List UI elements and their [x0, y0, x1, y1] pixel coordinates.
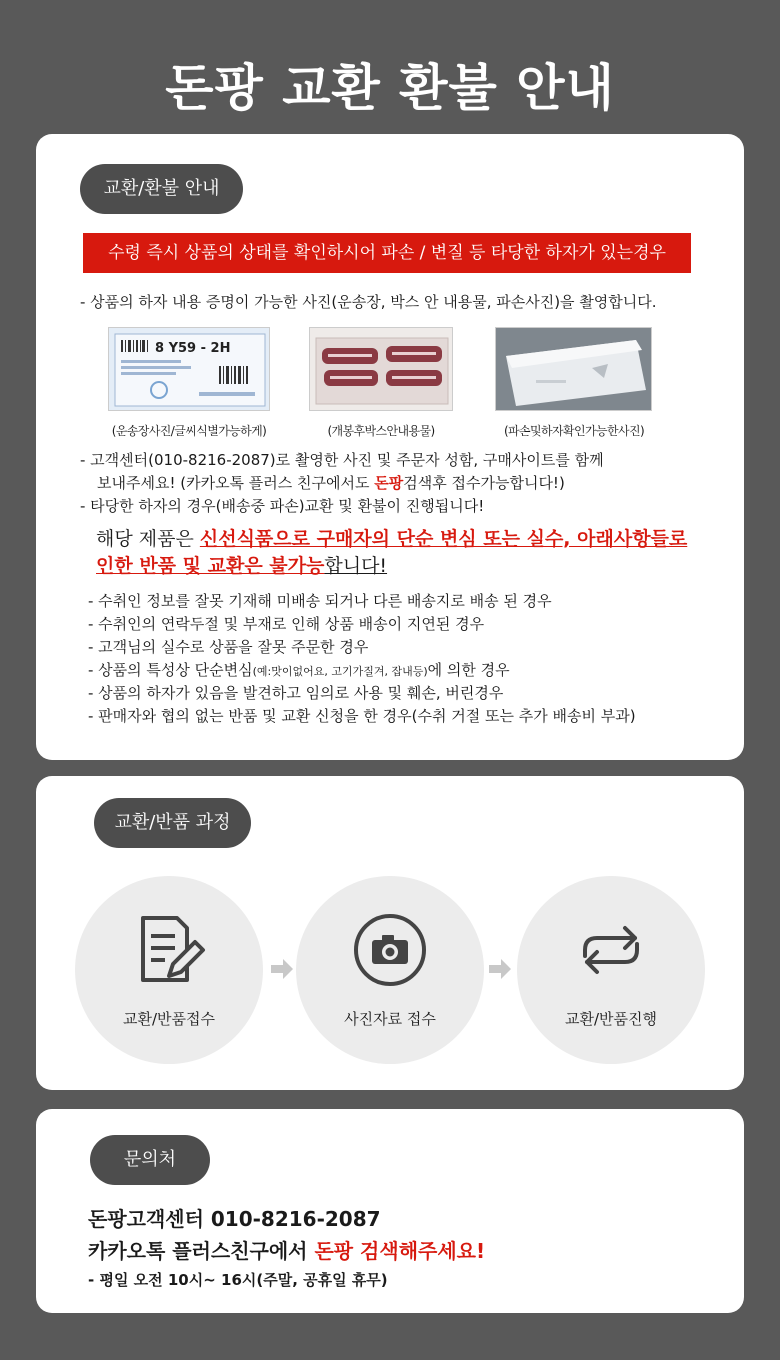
section-pill-contact: 문의처 — [90, 1135, 210, 1185]
contact-card — [36, 1109, 744, 1313]
contact-instruction-1: - 고객센터(010-8216-2087)로 촬영한 사진 및 주문자 성함, 구매사이트를 함께 — [80, 451, 604, 469]
arrow-right-icon — [487, 956, 513, 982]
condition-item: - 판매자와 협의 없는 반품 및 교환 신청을 한 경우(수취 거절 또는 추가 배송비 부과) — [88, 707, 636, 725]
section-pill-refund: 교환/환불 안내 — [80, 164, 243, 214]
condition-item: - 상품의 하자가 있음을 발견하고 임의로 사용 및 훼손, 버린경우 — [88, 684, 504, 702]
step-receive — [75, 876, 263, 1064]
business-hours: - 평일 오전 10시~ 16시(주말, 공휴일 휴무) — [88, 1271, 388, 1289]
refund-process-note: - 타당한 하자의 경우(배송중 파손)교환 및 환불이 진행됩니다! — [80, 497, 485, 515]
return-process-card — [36, 776, 744, 1090]
no-return-notice: 해당 제품은 신선식품으로 구매자의 단순 변심 또는 실수, 아래사항들로 인한 반품 및 교환은 불가능합니다! — [96, 528, 688, 577]
contact-instruction-2: 보내주세요! (카카오톡 플러스 친구에서도 돈팡검색후 접수가능합니다!) — [97, 474, 565, 492]
photo-caption-2: (개봉후박스안내용물) — [327, 424, 435, 438]
step-progress — [517, 876, 705, 1064]
step-photo — [296, 876, 484, 1064]
condition-item: - 수취인의 연락두절 및 부재로 인해 상품 배송이 지연된 경우 — [88, 615, 485, 633]
condition-banner: 수령 즉시 상품의 상태를 확인하시어 파손 / 변질 등 타당한 하자가 있는경우 — [83, 233, 691, 273]
condition-item: - 수취인 정보를 잘못 기재해 미배송 되거나 다른 배송지로 배송 된 경우 — [88, 592, 552, 610]
page-title: 돈팡 교환 환불 안내 — [165, 59, 615, 117]
document-pencil-icon — [129, 910, 209, 990]
refund-info-card — [36, 134, 744, 760]
arrow-right-icon — [269, 956, 295, 982]
label-code: 8 Y59 - 2H — [155, 341, 231, 356]
photo-shipping-label — [108, 327, 270, 411]
camera-icon — [350, 910, 430, 990]
photo-instruction: - 상품의 하자 내용 증명이 가능한 사진(운송장, 박스 안 내용물, 파손사진)을 촬영합니다. — [80, 293, 657, 311]
section-pill-process: 교환/반품 과정 — [94, 798, 251, 848]
step-label: 교환/반품접수 — [123, 1010, 215, 1028]
contact-kakao: 카카오톡 플러스친구에서 돈팡 검색해주세요! — [88, 1239, 486, 1263]
contact-phone: 돈팡고객센터 010-8216-2087 — [88, 1207, 381, 1231]
photo-caption-1: (운송장사진/글씨식별가능하게) — [111, 424, 267, 438]
step-label: 사진자료 접수 — [344, 1010, 436, 1028]
photo-caption-3: (파손및하자확인가능한사진) — [503, 424, 645, 438]
step-label: 교환/반품진행 — [565, 1010, 657, 1028]
condition-item: - 상품의 특성상 단순변심(예:맛이없어요, 고기가질겨, 잡내등)에 의한 경우 — [88, 661, 510, 679]
photo-box-contents — [309, 327, 453, 411]
photo-damage — [495, 327, 652, 411]
exchange-arrows-icon — [571, 910, 651, 990]
condition-item: - 고객님의 실수로 상품을 잘못 주문한 경우 — [88, 638, 369, 656]
